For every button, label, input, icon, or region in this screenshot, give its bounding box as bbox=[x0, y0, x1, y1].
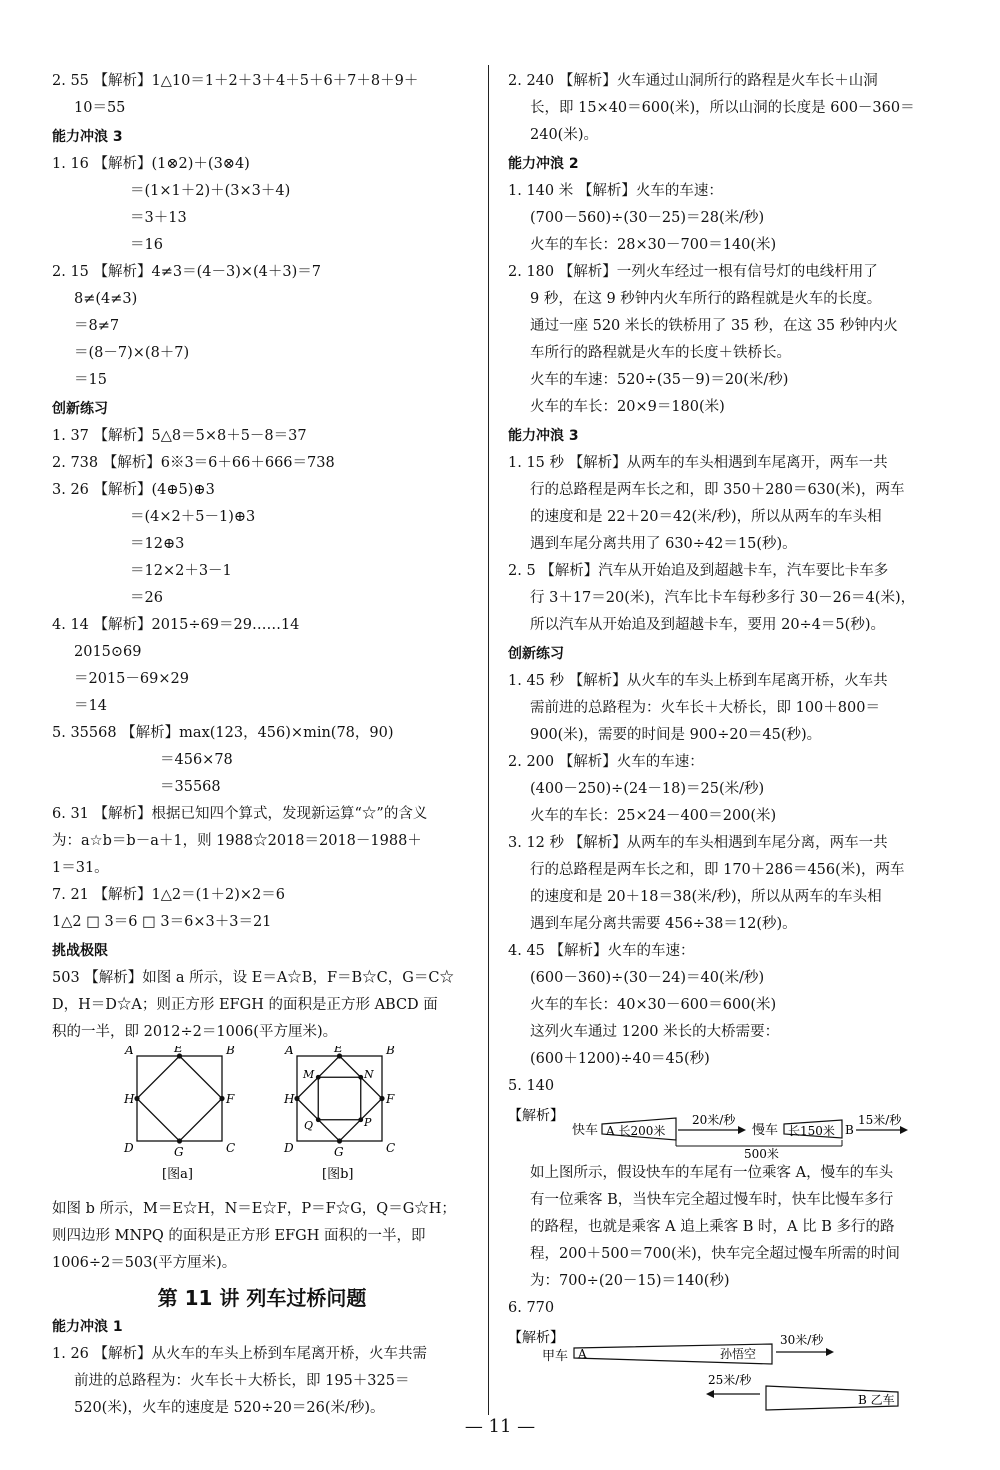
slow-train-box: 长150米 bbox=[788, 1124, 835, 1138]
text-line: 1△2 □ 3＝6 □ 3＝6×3＋3＝21 bbox=[52, 914, 272, 930]
text-line: 积的一半，即 2012÷2＝1006(平方厘米)。 bbox=[52, 1024, 338, 1040]
text-line: 3. 12 秒 【解析】从两车的车头相遇到车尾分离，两车一共 bbox=[508, 835, 888, 851]
fig-a-label: B bbox=[226, 1046, 235, 1057]
fig-b-label: Q bbox=[304, 1119, 314, 1132]
diagram-label: 【解析】 bbox=[508, 1108, 564, 1124]
text-line: 的速度和是 22＋20＝42(米/秒)，所以从两车的车头相 bbox=[530, 509, 882, 525]
text-line: ＝456×78 bbox=[160, 752, 233, 768]
meeting-diagram bbox=[508, 1322, 928, 1412]
fig-b-label: D bbox=[284, 1141, 294, 1155]
text-line: 的路程，也就是乘客 A 追上乘客 B 时，A 比 B 多行的路 bbox=[530, 1219, 895, 1235]
text-line: 遇到车尾分离共用了 630÷42＝15(秒)。 bbox=[530, 536, 797, 552]
text-line: 1. 26 【解析】从火车的车头上桥到车尾离开桥，火车共需 bbox=[52, 1346, 428, 1362]
fig-b-label: H bbox=[284, 1092, 295, 1106]
text-line: 2. 200 【解析】火车的车速： bbox=[508, 754, 704, 770]
slow-speed: 15米/秒 bbox=[858, 1113, 902, 1127]
text-line: 240(米)。 bbox=[530, 127, 598, 143]
text-line: 行的总路程是两车长之和，即 350＋280＝630(米)，两车 bbox=[530, 482, 905, 498]
text-line: 如图 b 所示，M＝E☆H，N＝E☆F，P＝F☆G，Q＝G☆H； bbox=[52, 1201, 456, 1217]
text-line: 有一位乘客 B，当快车完全超过慢车时，快车比慢车多行 bbox=[530, 1192, 894, 1208]
text-line: 2. 240 【解析】火车通过山洞所行的路程是火车长＋山洞 bbox=[508, 73, 878, 89]
square-figures bbox=[52, 1046, 472, 1196]
text-line: 遇到车尾分离共需要 456÷38＝12(秒)。 bbox=[530, 916, 797, 932]
text-line: 为：700÷(20－15)＝140(秒) bbox=[530, 1273, 730, 1289]
text-line: ＝12⊕3 bbox=[130, 536, 185, 552]
text-line: ＝(8－7)×(8＋7) bbox=[74, 345, 190, 361]
text-line: ＝15 bbox=[74, 372, 107, 388]
text-line: 7. 21 【解析】1△2＝(1＋2)×2＝6 bbox=[52, 887, 285, 903]
section-heading: 能力冲浪 3 bbox=[508, 428, 579, 444]
text-line: 900(米)，需要的时间是 900÷20＝45(秒)。 bbox=[530, 727, 822, 743]
text-line: ＝2015－69×29 bbox=[74, 671, 189, 687]
section-heading: 能力冲浪 1 bbox=[52, 1319, 123, 1335]
text-line: 3. 26 【解析】(4⊕5)⊕3 bbox=[52, 482, 215, 498]
fig-a-label: F bbox=[226, 1092, 235, 1106]
text-line: 为：a☆b＝b－a＋1，则 1988☆2018＝2018－1988＋ bbox=[52, 833, 422, 849]
text-line: ＝16 bbox=[130, 237, 163, 253]
fig-a-label: H bbox=[124, 1092, 135, 1106]
car1-speed: 30米/秒 bbox=[780, 1333, 824, 1347]
text-line: ＝26 bbox=[130, 590, 163, 606]
text-line: 520(米)，火车的速度是 520÷20＝26(米/秒)。 bbox=[74, 1400, 385, 1416]
text-line: 9 秒，在这 9 秒钟内火车所行的路程就是火车的长度。 bbox=[530, 291, 882, 307]
slow-train-label: 慢车 bbox=[752, 1123, 779, 1138]
column-divider bbox=[488, 65, 489, 1415]
text-line: 这列火车通过 1200 米长的大桥需要： bbox=[530, 1024, 780, 1040]
text-line: 2. 55 【解析】1△10＝1＋2＋3＋4＋5＋6＋7＋8＋9＋ bbox=[52, 73, 419, 89]
text-line: ＝35568 bbox=[160, 779, 221, 795]
overtake-diagram bbox=[508, 1100, 928, 1160]
text-line: 车所行的路程就是火车的长度＋铁桥长。 bbox=[530, 345, 791, 361]
text-line: 1. 16 【解析】(1⊗2)＋(3⊗4) bbox=[52, 156, 250, 172]
fig-b-label: B bbox=[386, 1046, 395, 1057]
text-line: 2. 180 【解析】一列火车经过一根有信号灯的电线杆用了 bbox=[508, 264, 878, 280]
text-line: (400－250)÷(24－18)＝25(米/秒) bbox=[530, 781, 765, 797]
meeting-diagram-svg bbox=[508, 1322, 928, 1412]
fig-b-label: G bbox=[334, 1145, 344, 1159]
square-figures-svg bbox=[52, 1046, 472, 1196]
text-line: 前进的总路程为：火车长＋大桥长，即 195＋325＝ bbox=[74, 1373, 410, 1389]
right-column bbox=[508, 68, 928, 1412]
fig-b-label: F bbox=[386, 1092, 395, 1106]
section-heading: 挑战极限 bbox=[52, 943, 108, 959]
text-line: 6. 31 【解析】根据已知四个算式，发现新运算“☆”的含义 bbox=[52, 806, 428, 822]
car2-end: B 乙车 bbox=[858, 1393, 895, 1407]
text-line: 6. 770 bbox=[508, 1300, 555, 1316]
fig-a-label: C bbox=[226, 1141, 236, 1155]
text-line: 8≠(4≠3) bbox=[74, 291, 138, 307]
fast-train-box: A 长200米 bbox=[606, 1124, 666, 1138]
fast-train-label: 快车 bbox=[572, 1123, 599, 1138]
section-heading: 能力冲浪 2 bbox=[508, 156, 579, 172]
text-line: 如上图所示，假设快车的车尾有一位乘客 A，慢车的车头 bbox=[530, 1165, 894, 1181]
figure-a bbox=[123, 1046, 235, 1182]
car1-name: 孙悟空 bbox=[720, 1347, 757, 1361]
text-line: 需前进的总路程为：火车长＋大桥长，即 100＋800＝ bbox=[530, 700, 880, 716]
text-line: 程，200＋500＝700(米)，快车完全超过慢车所需的时间 bbox=[530, 1246, 900, 1262]
text-line: ＝(1×1＋2)＋(3×3＋4) bbox=[130, 183, 291, 199]
text-line: 行的总路程是两车长之和，即 170＋286＝456(米)，两车 bbox=[530, 862, 905, 878]
text-line: 10＝55 bbox=[74, 100, 126, 116]
fig-b-caption: [图b] bbox=[322, 1167, 354, 1182]
text-line: 1. 45 秒 【解析】从火车的车头上桥到车尾离开桥，火车共 bbox=[508, 673, 888, 689]
left-column bbox=[52, 68, 472, 1422]
text-line: D，H＝D☆A；则正方形 EFGH 的面积是正方形 ABCD 面 bbox=[52, 997, 438, 1013]
text-line: 4. 14 【解析】2015÷69＝29……14 bbox=[52, 617, 300, 633]
figure-b bbox=[283, 1046, 395, 1182]
text-line: 的速度和是 20＋18＝38(米/秒)，所以从两车的车头相 bbox=[530, 889, 882, 905]
text-line: 503 【解析】如图 a 所示，设 E＝A☆B，F＝B☆C，G＝C☆ bbox=[52, 970, 454, 986]
fig-a-caption: [图a] bbox=[162, 1167, 193, 1182]
fig-b-label: P bbox=[364, 1116, 372, 1129]
text-line: 通过一座 520 米长的铁桥用了 35 秒，在这 35 秒钟内火 bbox=[530, 318, 898, 334]
text-line: 1. 15 秒 【解析】从两车的车头相遇到车尾离开，两车一共 bbox=[508, 455, 888, 471]
fig-a-label: D bbox=[124, 1141, 134, 1155]
text-line: 火车的车速：520÷(35－9)＝20(米/秒) bbox=[530, 372, 789, 388]
text-line: 1. 37 【解析】5△8＝5×8＋5－8＝37 bbox=[52, 428, 307, 444]
text-line: (600－360)÷(30－24)＝40(米/秒) bbox=[530, 970, 765, 986]
fig-a-label: G bbox=[174, 1145, 184, 1159]
text-line: 火车的车长：40×30－600＝600(米) bbox=[530, 997, 777, 1013]
fast-speed: 20米/秒 bbox=[692, 1113, 736, 1127]
page-number: — 11 — bbox=[464, 1416, 536, 1437]
fig-b-label: M bbox=[303, 1068, 315, 1081]
text-line: 2. 15 【解析】4≠3＝(4－3)×(4＋3)＝7 bbox=[52, 264, 322, 280]
car1-a: A bbox=[578, 1347, 587, 1361]
text-line: 2. 738 【解析】6※3＝6＋66＋666＝738 bbox=[52, 455, 335, 471]
text-line: 长，即 15×40＝600(米)，所以山洞的长度是 600－360＝ bbox=[530, 100, 915, 116]
text-line: (600＋1200)÷40＝45(秒) bbox=[530, 1051, 710, 1067]
slow-train-end: B bbox=[845, 1123, 854, 1137]
fig-a-label: E bbox=[174, 1046, 183, 1055]
text-line: 则四边形 MNPQ 的面积是正方形 EFGH 面积的一半，即 bbox=[52, 1228, 426, 1244]
text-line: 5. 140 bbox=[508, 1078, 555, 1094]
fig-b-label: E bbox=[334, 1046, 343, 1055]
fig-a-label: A bbox=[125, 1046, 134, 1057]
text-line: 所以汽车从开始追及到超越卡车，要用 20÷4＝5(秒)。 bbox=[530, 617, 885, 633]
fig-b-label: A bbox=[285, 1046, 294, 1057]
section-heading: 能力冲浪 3 bbox=[52, 129, 123, 145]
text-line: 2015⊙69 bbox=[74, 644, 142, 660]
lecture-title: 第 11 讲 列车过桥问题 bbox=[157, 1286, 367, 1310]
text-line: ＝8≠7 bbox=[74, 318, 120, 334]
fig-b-label: C bbox=[386, 1141, 396, 1155]
section-heading: 创新练习 bbox=[52, 401, 108, 417]
text-line: 火车的车长：25×24－400＝200(米) bbox=[530, 808, 777, 824]
fig-b-label: N bbox=[364, 1068, 374, 1081]
text-line: 5. 35568 【解析】max(123，456)×min(78，90) bbox=[52, 725, 394, 741]
text-line: 2. 5 【解析】汽车从开始追及到超越卡车，汽车要比卡车多 bbox=[508, 563, 889, 579]
text-line: 1. 140 米 【解析】火车的车速： bbox=[508, 183, 723, 199]
text-line: 火车的车长：28×30－700＝140(米) bbox=[530, 237, 777, 253]
text-line: (700－560)÷(30－25)＝28(米/秒) bbox=[530, 210, 765, 226]
overtake-diagram-svg bbox=[508, 1100, 928, 1160]
section-heading: 创新练习 bbox=[508, 646, 564, 662]
car1-label: 甲车 bbox=[542, 1349, 569, 1364]
text-line: ＝(4×2＋5－1)⊕3 bbox=[130, 509, 256, 525]
text-line: 行 3＋17＝20(米)，汽车比卡车每秒多行 30－26＝4(米)， bbox=[530, 590, 916, 606]
text-line: ＝3＋13 bbox=[130, 210, 187, 226]
distance-label: 500米 bbox=[744, 1147, 779, 1160]
text-line: 火车的车长：20×9＝180(米) bbox=[530, 399, 725, 415]
text-line: ＝14 bbox=[74, 698, 107, 714]
car2-speed: 25米/秒 bbox=[708, 1373, 752, 1387]
text-line: 1＝31。 bbox=[52, 860, 109, 876]
diagram-label: 【解析】 bbox=[508, 1330, 564, 1346]
text-line: 4. 45 【解析】火车的车速： bbox=[508, 943, 695, 959]
text-line: 1006÷2＝503(平方厘米)。 bbox=[52, 1255, 237, 1271]
text-line: ＝12×2＋3－1 bbox=[130, 563, 232, 579]
